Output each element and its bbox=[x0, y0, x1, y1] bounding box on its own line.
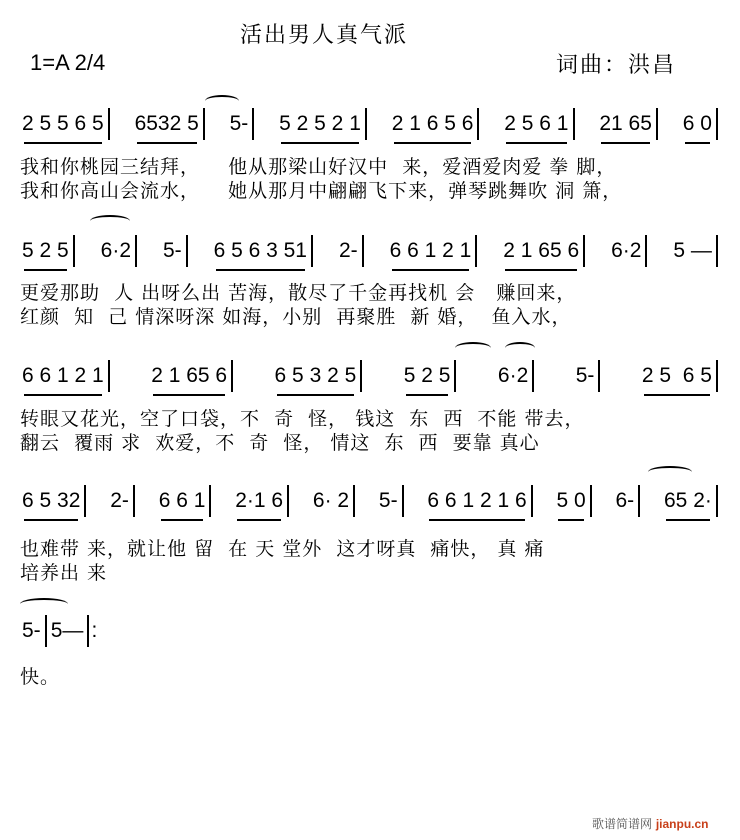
measure bbox=[231, 485, 289, 517]
beam-line bbox=[685, 142, 710, 144]
watermark-url: jianpu.cn bbox=[655, 817, 709, 831]
measure bbox=[669, 235, 718, 267]
measure bbox=[572, 360, 601, 392]
measure bbox=[155, 485, 212, 517]
slur-mark bbox=[205, 95, 239, 107]
measure bbox=[210, 235, 313, 267]
measure bbox=[275, 108, 367, 140]
measure-notes: 6·2 bbox=[100, 239, 132, 262]
measure bbox=[226, 108, 255, 140]
measure-notes: 6· 2 bbox=[312, 489, 350, 512]
measure-notes: 6 0 bbox=[682, 112, 712, 135]
beam-line bbox=[24, 269, 67, 271]
beam-line bbox=[24, 519, 78, 521]
measure-notes: 2·1 6 bbox=[235, 489, 284, 512]
lyric-line: 培养出 来 bbox=[20, 562, 108, 584]
slur-mark bbox=[90, 215, 130, 227]
measure-notes: 6 5 6 3 51 bbox=[213, 239, 307, 262]
beam-line bbox=[24, 142, 102, 144]
measure-notes: 5- bbox=[229, 112, 249, 135]
notation-row bbox=[18, 108, 718, 140]
beam-line bbox=[281, 142, 359, 144]
beam-line bbox=[505, 269, 577, 271]
beam-line bbox=[394, 142, 472, 144]
measure bbox=[386, 235, 478, 267]
lyric-line: 快。 bbox=[20, 666, 61, 688]
measure bbox=[309, 485, 355, 517]
measure-notes: 2 5 5 6 5 bbox=[22, 112, 104, 135]
beam-line bbox=[161, 519, 204, 521]
measure bbox=[18, 235, 75, 267]
measure-notes: 2 1 65 6 bbox=[503, 239, 580, 262]
measure-notes: 6 5 32 bbox=[22, 489, 81, 512]
lyric-line: 也难带 来，就让他 留 在 天 堂外 这才呀真 痛快， 真 痛 bbox=[20, 538, 545, 560]
beam-line bbox=[558, 519, 583, 521]
beam-line bbox=[216, 269, 305, 271]
measure-notes: 5- bbox=[162, 239, 182, 262]
notation-row bbox=[18, 360, 718, 392]
lyric-line: 转眼又花光，空了口袋，不 奇 怪， 钱这 东 西 不能 带去， bbox=[20, 408, 585, 430]
measure-notes: 6 5 3 2 5 bbox=[274, 364, 357, 387]
notation-row bbox=[18, 235, 718, 267]
measure-notes: 5 — bbox=[673, 239, 712, 262]
lyric-line: 翻云 覆雨 求 欢爱，不 奇 怪， 情这 东 西 要靠 真心 bbox=[20, 432, 540, 454]
measure bbox=[499, 235, 585, 267]
beam-line bbox=[237, 519, 281, 521]
beam-line bbox=[24, 394, 102, 396]
measure bbox=[595, 108, 658, 140]
measure-notes: 6532 5 bbox=[134, 112, 199, 135]
measure bbox=[607, 235, 647, 267]
slur-mark bbox=[455, 342, 491, 354]
notation-row bbox=[18, 615, 128, 647]
beam-line bbox=[506, 142, 566, 144]
measure-notes: 5- bbox=[575, 364, 595, 387]
measure bbox=[494, 360, 534, 392]
measure-notes: 5- bbox=[378, 489, 398, 512]
measure bbox=[18, 108, 110, 140]
measure-notes: 65 2· bbox=[664, 489, 712, 512]
slur-mark bbox=[505, 342, 535, 354]
measure bbox=[500, 108, 574, 140]
beam-line bbox=[666, 519, 710, 521]
measure-notes: 6 6 1 2 1 bbox=[22, 364, 104, 387]
lyric-line: 我和你桃园三结拜， 他从那梁山好汉中 来，爱酒爱肉爱 拳 脚， bbox=[20, 156, 617, 178]
measure-notes: 2 5 6 5 bbox=[641, 364, 712, 387]
song-title: 活出男人真气派 bbox=[240, 23, 409, 48]
measure-notes: 2- bbox=[338, 239, 358, 262]
measure-notes: 6·2 bbox=[497, 364, 529, 387]
measure bbox=[131, 108, 205, 140]
watermark-cn: 歌谱简谱网 bbox=[592, 817, 653, 831]
measure bbox=[679, 108, 718, 140]
measure bbox=[18, 615, 47, 647]
measure-notes: 21 65 bbox=[599, 112, 652, 135]
measure bbox=[388, 108, 480, 140]
measure-notes: 6 6 1 2 1 bbox=[389, 239, 472, 262]
measure bbox=[423, 485, 532, 517]
beam-line bbox=[406, 394, 449, 396]
measure bbox=[335, 235, 364, 267]
measure bbox=[552, 485, 591, 517]
measure bbox=[271, 360, 363, 392]
measure-notes: 5 2 5 2 1 bbox=[279, 112, 361, 135]
measure-notes: 6 6 1 2 1 6 bbox=[427, 489, 527, 512]
measure bbox=[97, 235, 137, 267]
measure-notes: 6- bbox=[615, 489, 635, 512]
beam-line bbox=[392, 269, 470, 271]
slur-mark bbox=[648, 466, 692, 478]
beam-line bbox=[153, 394, 225, 396]
measure-notes: 5 2 5 bbox=[403, 364, 451, 387]
measure-notes: 5- bbox=[22, 619, 41, 642]
slur-mark bbox=[20, 598, 68, 610]
notation-row bbox=[18, 485, 718, 517]
measure-notes: 2- bbox=[110, 489, 129, 512]
measure-notes: 2 1 6 5 6 bbox=[391, 112, 474, 135]
measure-notes: 6·2 bbox=[611, 239, 642, 262]
measure bbox=[159, 235, 188, 267]
measure-notes: 6 6 1 bbox=[158, 489, 206, 512]
lyric-line: 红颜 知 己 情深呀深 如海，小别 再聚胜 新 婚， 鱼入水， bbox=[20, 306, 572, 328]
measure-notes: 2 5 6 1 bbox=[504, 112, 569, 135]
measure bbox=[612, 485, 641, 517]
measure bbox=[638, 360, 718, 392]
measure-notes: 5 0 bbox=[556, 489, 586, 512]
measure bbox=[400, 360, 457, 392]
beam-line bbox=[429, 519, 524, 521]
measure-notes: 5 2 5 bbox=[22, 239, 69, 262]
key-signature: 1=A 2/4 bbox=[30, 50, 106, 75]
composer-credit: 词曲：洪昌 bbox=[556, 53, 677, 78]
measure bbox=[375, 485, 404, 517]
lyric-line: 更爱那助 人 出呀么出 苦海，散尽了千金再找机 会 赚回来， bbox=[20, 282, 577, 304]
lyric-line: 我和你高山会流水， 她从那月中翩翩飞下来，弹琴跳舞吹 洞 箫， bbox=[20, 180, 623, 202]
measure-notes: 2 1 65 6 bbox=[151, 364, 228, 387]
beam-line bbox=[601, 142, 650, 144]
watermark bbox=[592, 815, 709, 832]
measure-notes: 5— bbox=[50, 619, 84, 642]
beam-line bbox=[137, 142, 197, 144]
measure bbox=[18, 485, 86, 517]
beam-line bbox=[644, 394, 710, 396]
measure bbox=[147, 360, 233, 392]
measure bbox=[47, 615, 90, 647]
measure bbox=[106, 485, 135, 517]
beam-line bbox=[277, 394, 355, 396]
measure bbox=[18, 360, 110, 392]
measure bbox=[660, 485, 718, 517]
